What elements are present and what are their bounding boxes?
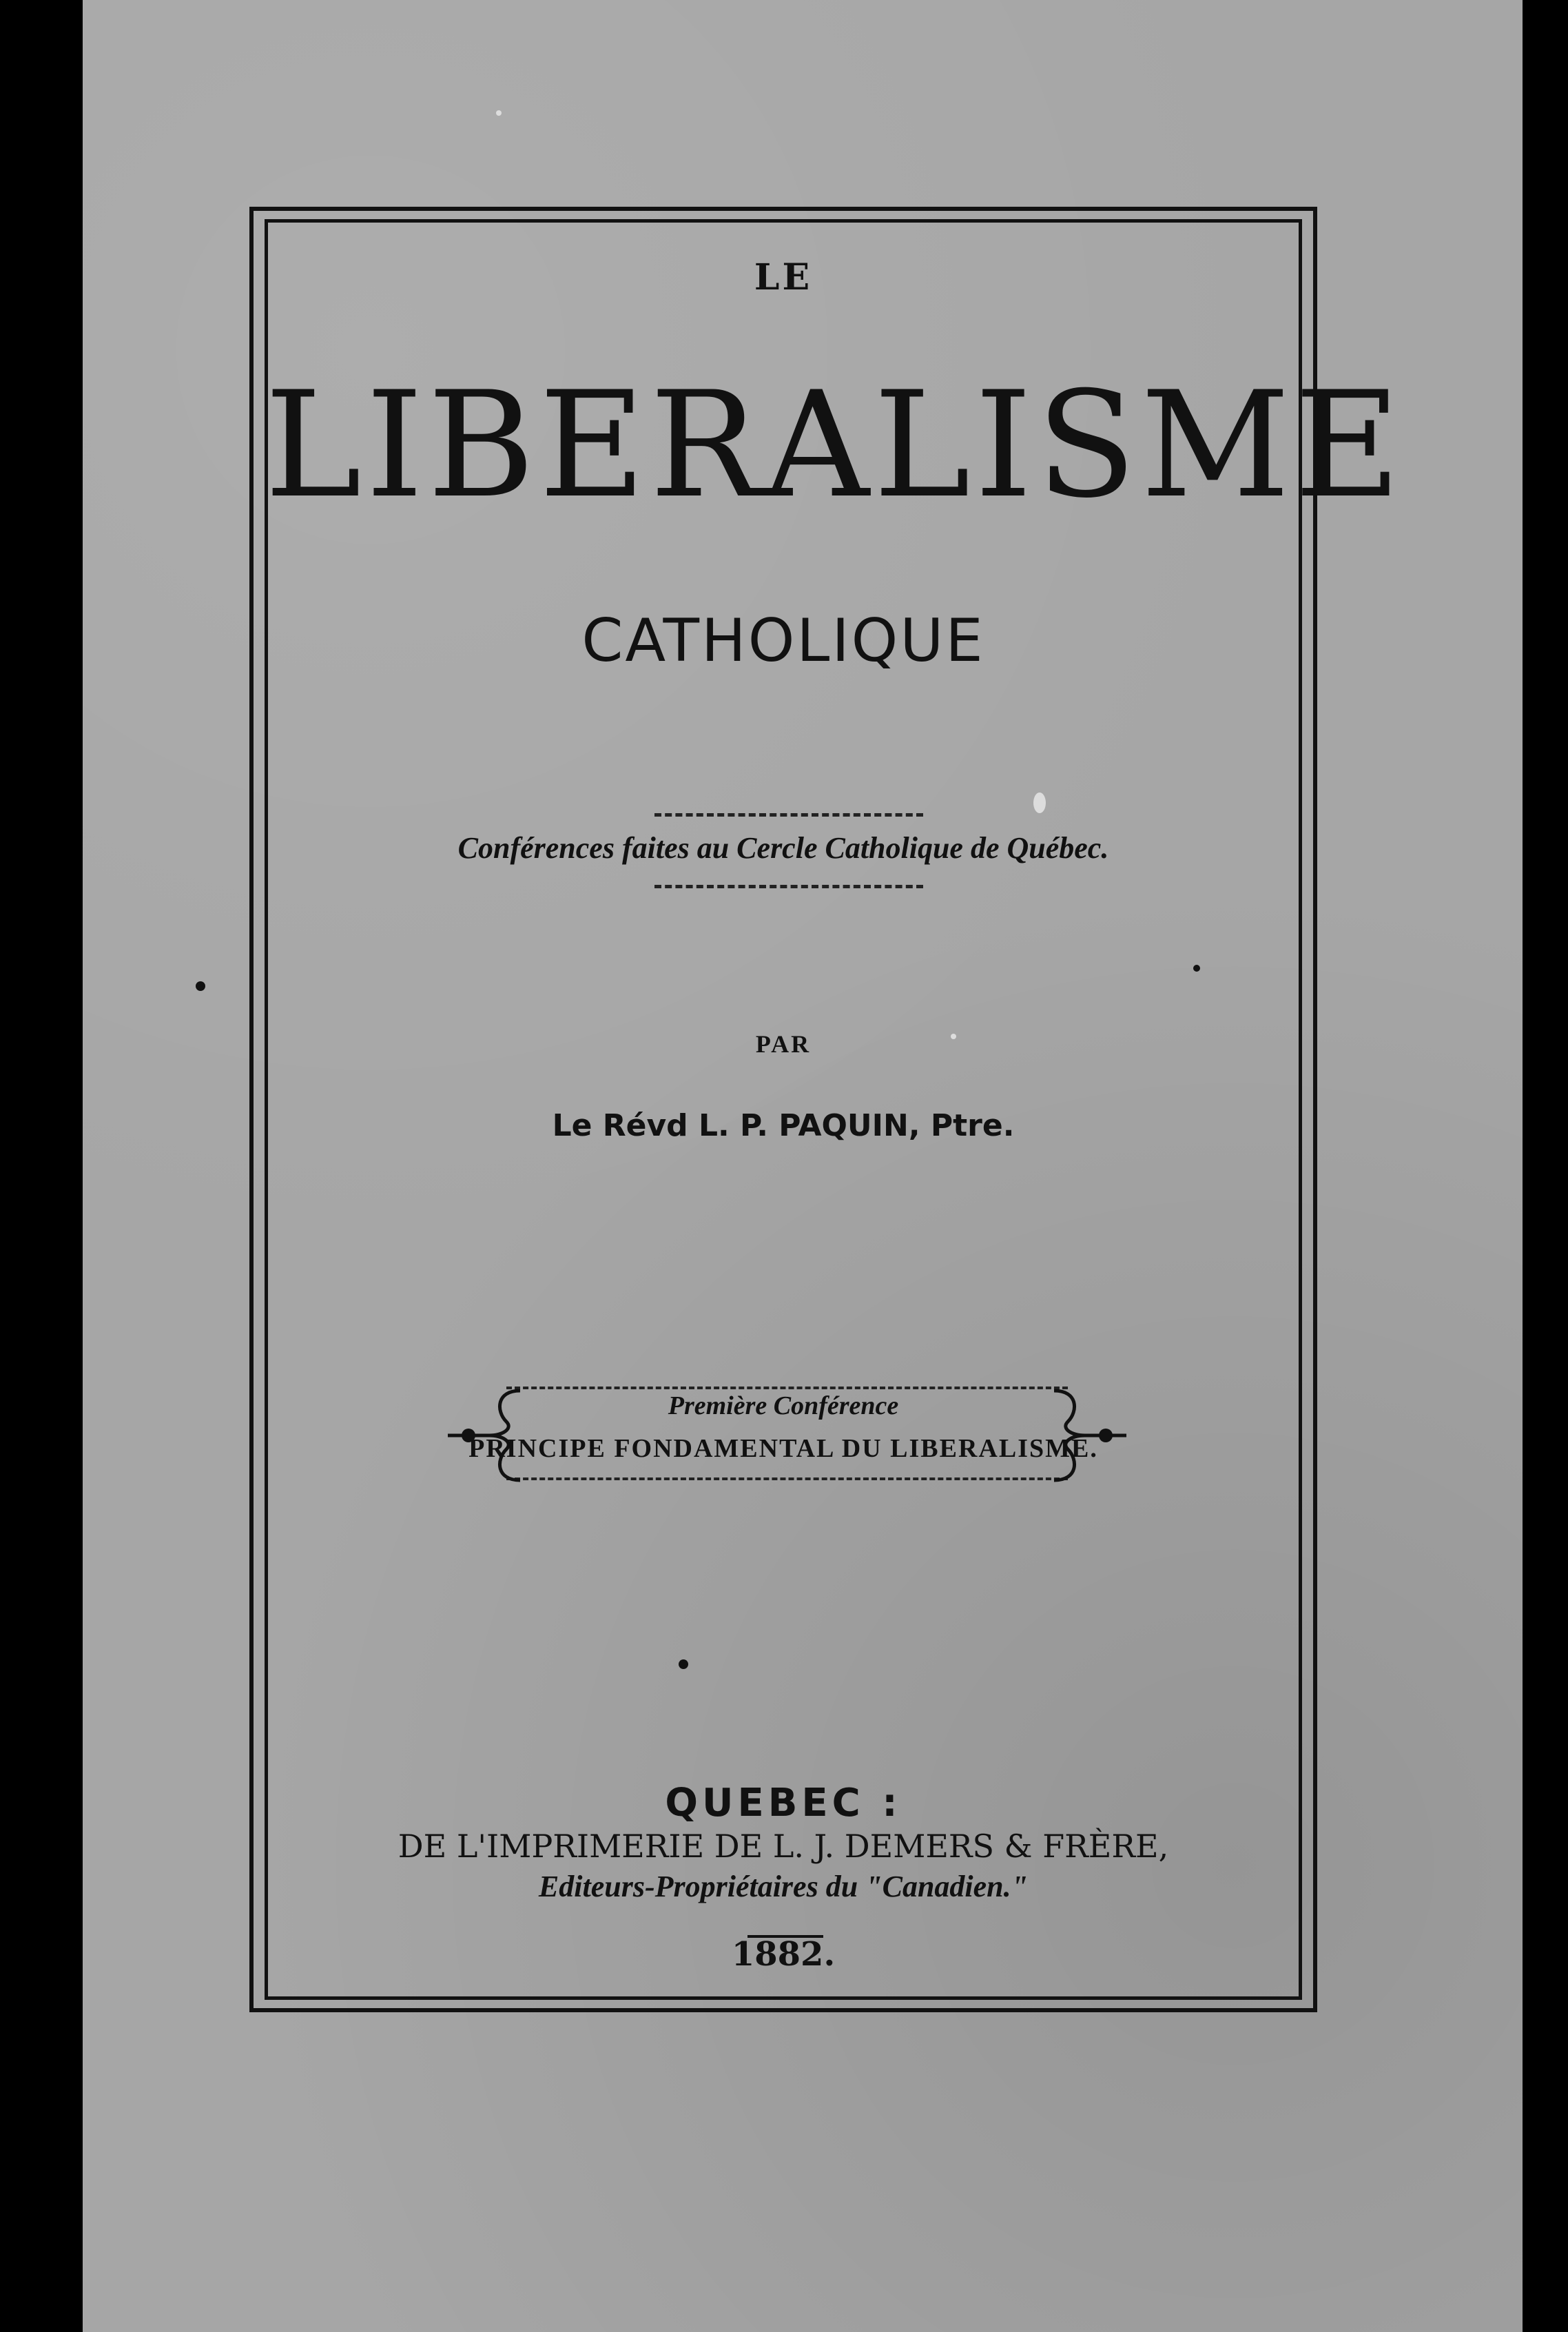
description-line: Conférences faites au Cercle Catholique de Québec. (457, 831, 1109, 865)
by-label: PAR (755, 1030, 812, 1058)
imprint-city: QUEBEC : (665, 1781, 902, 1825)
lecture-number: Première Conférence (668, 1391, 899, 1420)
ink-speck (679, 1659, 688, 1669)
imprint-publisher-note: Editeurs-Propriétaires du "Canadien." (538, 1870, 1029, 1903)
dashed-rule-top (654, 813, 923, 817)
ink-speck (1193, 965, 1200, 972)
imprint-printer: DE L'IMPRIMERIE DE L. J. DEMERS & FRÈRE, (398, 1828, 1169, 1865)
title-subword: CATHOLIQUE (581, 606, 985, 675)
paper-blemish (496, 110, 502, 116)
title-article: LE (754, 256, 813, 298)
ink-speck (196, 981, 205, 991)
imprint-year: 1882. (731, 1935, 836, 1974)
paper-blemish (951, 1034, 956, 1039)
dashed-rule-bottom (654, 885, 923, 888)
main-title: LIBERALISME (265, 360, 1405, 530)
author-name: Le Révd L. P. PAQUIN, Ptre. (552, 1108, 1015, 1143)
paper-blemish (1033, 792, 1046, 813)
lecture-title: PRINCIPE FONDAMENTAL DU LIBERALISME. (468, 1434, 1098, 1463)
